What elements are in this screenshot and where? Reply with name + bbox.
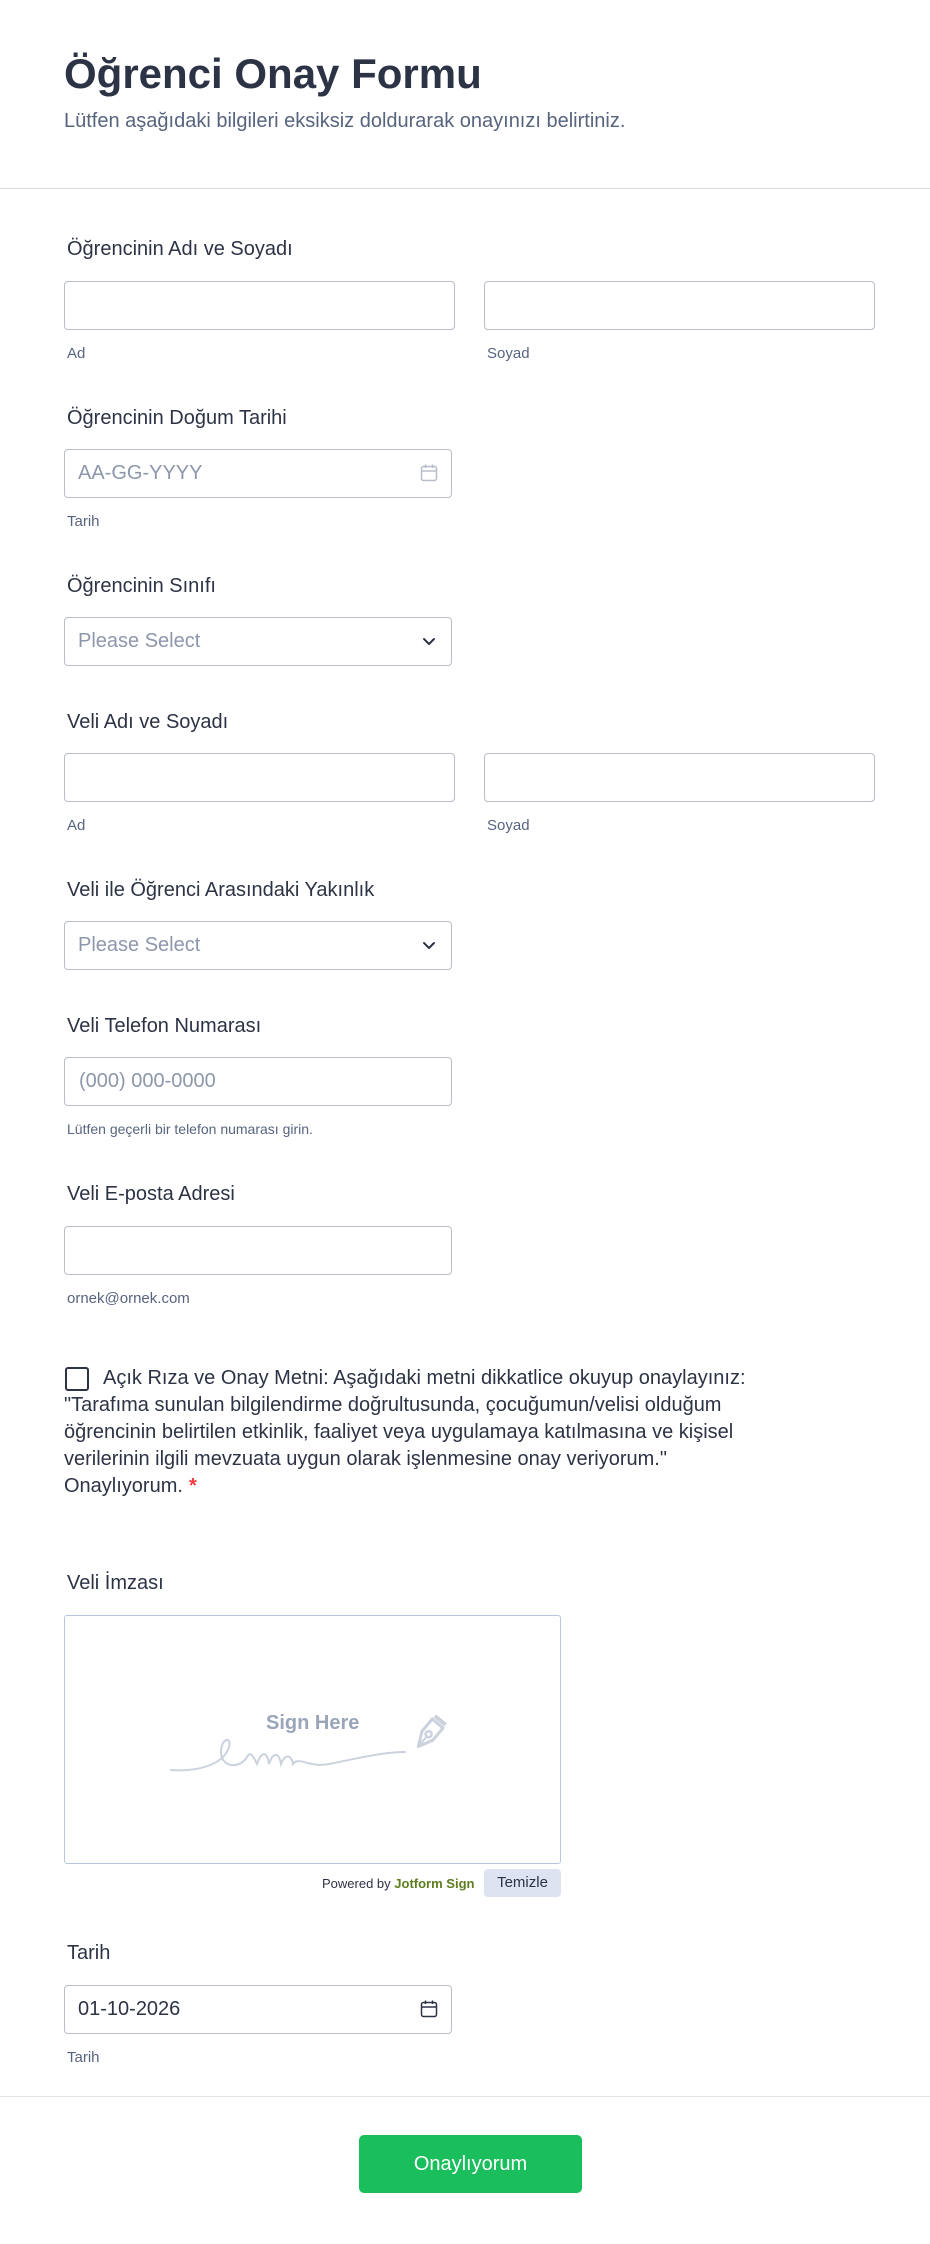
clear-signature-button[interactable]: Temizle (484, 1869, 561, 1897)
parent-name-label: Veli Adı ve Soyadı (67, 711, 229, 733)
date-label: Tarih (67, 1942, 111, 1964)
student-class-label: Öğrencinin Sınıfı (67, 575, 216, 597)
page-subtitle: Lütfen aşağıdaki bilgileri eksiksiz doldurarak onayınızı belirtiniz. (64, 110, 626, 132)
phone-sublabel: Lütfen geçerli bir telefon numarası girin. (67, 1121, 313, 1137)
student-first-name-input[interactable] (64, 281, 455, 330)
chevron-down-icon (419, 935, 439, 955)
birth-date-label: Öğrencinin Doğum Tarihi (67, 407, 287, 429)
chevron-down-icon (419, 631, 439, 651)
student-last-name-sublabel: Soyad (487, 345, 530, 362)
parent-first-name-sublabel: Ad (67, 817, 86, 834)
consent-text: Açık Rıza ve Onay Metni: Aşağıdaki metni dikkatlice okuyup onaylayınız: "Tarafıma sunulan bilgilendirme doğrultusunda, çocuğumun/velisi olduğum öğrencinin belirtilen etkinlik, faaliyet veya uygulamaya katılmasına ve kişisel verilerinin ilgili mevzuata uygun olarak işlenmesine onay veriyorum." Onaylıyorum. (64, 1367, 746, 1497)
signature-label: Veli İmzası (67, 1572, 164, 1594)
date-sublabel: Tarih (67, 2049, 100, 2066)
phone-input[interactable] (64, 1057, 452, 1106)
date-input[interactable] (64, 1985, 452, 2034)
student-last-name-input[interactable] (484, 281, 875, 330)
page-title: Öğrenci Onay Formu (64, 50, 482, 97)
form-header (0, 0, 930, 189)
birth-date-input[interactable] (64, 449, 452, 498)
pen-nib-icon (405, 1712, 451, 1758)
student-class-select[interactable] (64, 617, 452, 666)
relationship-select[interactable] (64, 921, 452, 970)
date-value: 01-10-2026 (78, 1998, 181, 2020)
email-label: Veli E-posta Adresi (67, 1183, 235, 1205)
calendar-icon[interactable] (419, 463, 439, 483)
calendar-icon[interactable] (419, 1999, 439, 2019)
parent-first-name-input[interactable] (64, 753, 455, 802)
sign-here-text: Sign Here (266, 1712, 360, 1734)
birth-date-sublabel: Tarih (67, 513, 100, 530)
relationship-label: Veli ile Öğrenci Arasındaki Yakınlık (67, 879, 375, 901)
consent-text-block (64, 1365, 804, 1500)
student-name-label: Öğrencinin Adı ve Soyadı (67, 238, 293, 260)
email-sublabel: ornek@ornek.com (67, 1290, 190, 1307)
email-input[interactable] (64, 1226, 452, 1275)
submit-button[interactable]: Onaylıyorum (359, 2135, 582, 2193)
required-mark: * (188, 1475, 197, 1497)
jotform-sign-brand: Jotform Sign (394, 1876, 475, 1891)
student-first-name-sublabel: Ad (67, 345, 86, 362)
signature-pad[interactable] (64, 1615, 561, 1864)
relationship-selected: Please Select (78, 934, 201, 956)
birth-date-placeholder: AA-GG-YYYY (78, 462, 203, 484)
powered-by-text (322, 1876, 474, 1891)
phone-label: Veli Telefon Numarası (67, 1015, 262, 1037)
parent-last-name-sublabel: Soyad (487, 817, 530, 834)
student-class-selected: Please Select (78, 630, 201, 652)
powered-by-label: Powered by (322, 1876, 391, 1891)
parent-last-name-input[interactable] (484, 753, 875, 802)
